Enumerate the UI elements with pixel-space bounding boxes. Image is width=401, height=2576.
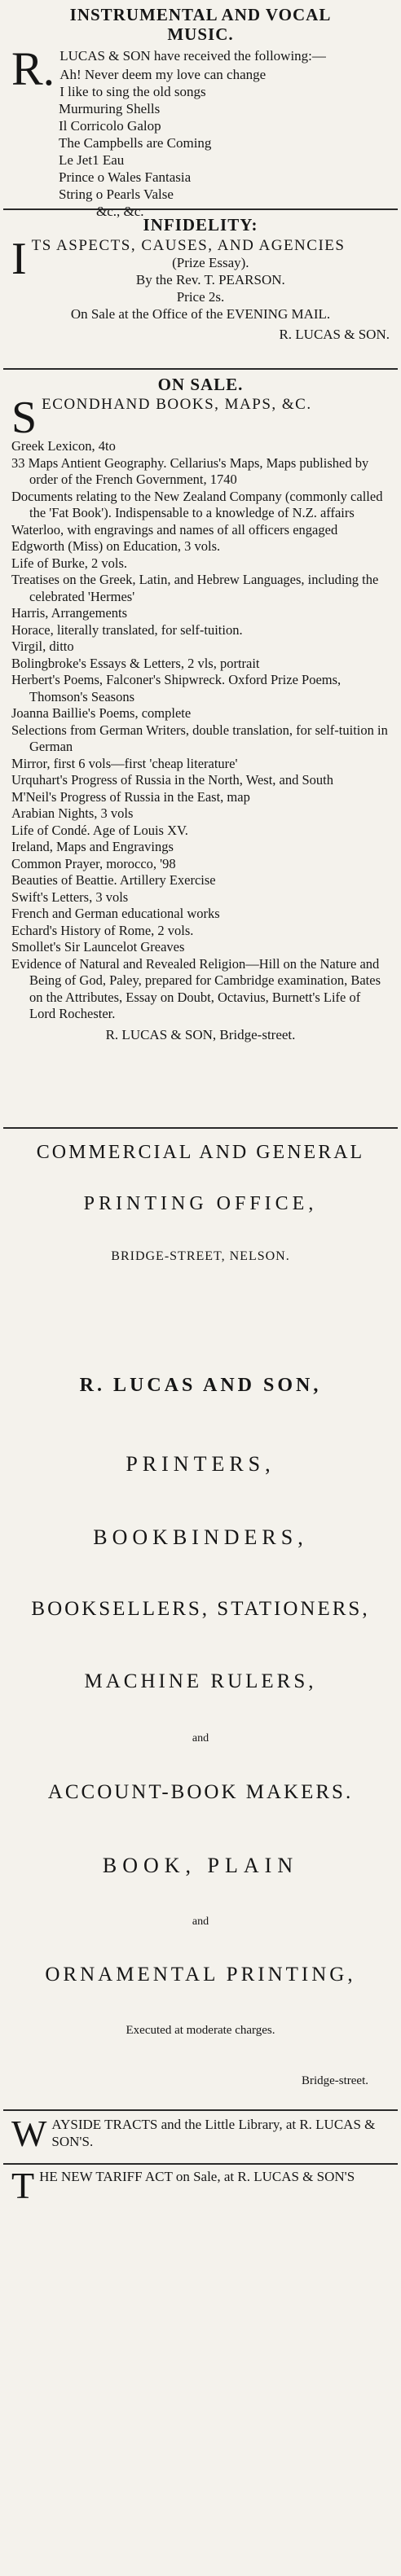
- trade-account-book-makers: ACCOUNT-BOOK MAKERS.: [47, 1781, 354, 1803]
- music-title: Le Jet1 Eau: [59, 152, 125, 168]
- book-item: 33 Maps Antient Geography. Cellarius's Maps, Maps published by order of the French Government, 1740: [11, 454, 369, 487]
- tariff-advert: [11, 2165, 390, 2206]
- book-item: Common Prayer, morocco, '98: [11, 855, 176, 871]
- divider: [3, 208, 398, 210]
- book-item: French and German educational works: [11, 906, 220, 921]
- book-item: Herbert's Poems, Falconer's Shipwreck. Oxford Prize Poems, Thomson's Seasons: [11, 672, 342, 704]
- on-sale-advert: [11, 375, 390, 1043]
- on-sale-heading: ON SALE.: [157, 375, 244, 394]
- music-title: I like to sing the old songs: [59, 84, 206, 99]
- tariff-line: HE NEW TARIFF ACT on Sale, at R. LUCAS & SON'S: [39, 2169, 355, 2184]
- book-item: Waterloo, with engravings and names of all officers engaged: [11, 521, 338, 538]
- infidelity-heading: INFIDELITY:: [143, 215, 258, 235]
- book-item: Documents relating to the New Zealand Company (commonly called the 'Fat Book'). Indispensable to a knowledge of N.Z. affairs: [11, 488, 383, 520]
- music-title: Murmuring Shells: [59, 101, 161, 116]
- tracts-dropcap: W: [11, 2113, 47, 2154]
- divider: [3, 368, 398, 370]
- book-item: Harris, Arrangements: [11, 605, 128, 621]
- printing-address: BRIDGE-STREET, NELSON.: [111, 1249, 290, 1263]
- printing-heading: COMMERCIAL AND GENERAL: [36, 1142, 365, 1163]
- book-item: Swift's Letters, 3 vols: [11, 889, 129, 905]
- on-sale-signature: R. LUCAS & SON, Bridge-street.: [105, 1026, 296, 1042]
- book-item: Evidence of Natural and Revealed Religion—Hill on the Nature and Being of God, Paley, prepared for Cambridge examination, Bates on the Attributes, Essay on Doubt, Octavius, Burnett's Life of Lord Rochester.: [11, 955, 381, 1021]
- book-item: Virgil, ditto: [11, 639, 74, 654]
- music-title: Ah! Never deem my love can change: [59, 67, 267, 82]
- infidelity-advert: [11, 215, 390, 343]
- infidelity-signature: R. LUCAS & SON.: [279, 327, 390, 342]
- book-item: Smollet's Sir Launcelot Greaves: [11, 939, 185, 954]
- infidelity-sale: On Sale at the Office of the EVENING MAIL.: [70, 306, 331, 322]
- tracts-line: AYSIDE TRACTS and the Little Library, at R. LUCAS & SON'S.: [51, 2117, 376, 2149]
- music-title: String o Pearls Valse: [59, 187, 174, 202]
- book-item: Echard's History of Rome, 2 vols.: [11, 922, 194, 938]
- book-item: Life of Condé. Age of Louis XV.: [11, 822, 188, 838]
- book-item: Ireland, Maps and Engravings: [11, 839, 174, 854]
- book-item: Selections from German Writers, double translation, for self-tuition in German: [11, 722, 388, 754]
- book-item: Urquhart's Progress of Russia in the North, West, and South: [11, 772, 334, 788]
- firm-name: R. LUCAS AND SON,: [79, 1375, 322, 1396]
- tracts-advert: [11, 2113, 390, 2154]
- music-title: The Campbells are Coming: [59, 135, 212, 151]
- book-item: Treatises on the Greek, Latin, and Hebrew Languages, including the celebrated 'Hermes': [11, 572, 379, 604]
- book-item: Beauties of Beattie. Artillery Exercise: [11, 872, 216, 888]
- on-sale-subheading-text: ECONDHAND BOOKS, MAPS, &C.: [42, 396, 312, 413]
- tariff-text: [11, 2165, 390, 2206]
- tariff-dropcap: T: [11, 2165, 35, 2206]
- music-titles: [11, 66, 390, 220]
- trade-machine-rulers: MACHINE RULERS,: [84, 1670, 317, 1692]
- tracts-text: [11, 2113, 390, 2154]
- infidelity-subtitle: (Prize Essay).: [172, 255, 249, 270]
- music-title: Prince o Wales Fantasia: [59, 169, 192, 185]
- book-item: Mirror, first 6 vols—first 'cheap literature': [11, 755, 238, 771]
- book-item: Greek Lexicon, 4to: [11, 438, 116, 454]
- music-advert: [11, 5, 390, 220]
- music-title: Il Corricolo Galop: [59, 118, 161, 134]
- book-item: Arabian Nights, 3 vols: [11, 805, 134, 821]
- on-sale-subheading: [11, 393, 390, 443]
- book-item: Horace, literally translated, for self-tuition.: [11, 621, 243, 638]
- infidelity-author: By the Rev. T. PEARSON.: [135, 272, 285, 287]
- divider: [3, 2109, 398, 2111]
- music-heading: INSTRUMENTAL AND VOCAL: [69, 5, 332, 24]
- book-item: Joanna Baillie's Poems, complete: [11, 705, 192, 721]
- trade-bookbinders: BOOKBINDERS,: [93, 1525, 308, 1549]
- ornamental-printing: ORNAMENTAL PRINTING,: [45, 1964, 356, 1986]
- printing-street: Bridge-street.: [301, 2074, 368, 2087]
- infidelity-title-text: TS ASPECTS, CAUSES, AND AGENCIES: [31, 237, 346, 254]
- trade-booksellers: BOOKSELLERS, STATIONERS,: [31, 1598, 370, 1620]
- infidelity-dropcap: I: [11, 234, 27, 284]
- book-item: Bolingbroke's Essays & Letters, 2 vls, portrait: [11, 655, 260, 671]
- music-title: &c., &c.: [96, 204, 144, 219]
- book-item: Edgworth (Miss) on Education, 3 vols.: [11, 538, 221, 554]
- book-list: [11, 438, 390, 1023]
- music-heading-2: MUSIC.: [167, 24, 234, 44]
- infidelity-price: Price 2s.: [176, 289, 225, 305]
- divider: [3, 1127, 398, 1129]
- music-dropcap: R.: [11, 42, 55, 95]
- printing-charges: Executed at moderate charges.: [126, 2024, 275, 2037]
- divider: [3, 2163, 398, 2165]
- book-plain: BOOK, PLAIN: [102, 1854, 299, 1877]
- book-item: Life of Burke, 2 vols.: [11, 555, 128, 571]
- printing-heading-2: PRINTING OFFICE,: [83, 1193, 318, 1214]
- book-item: M'Neil's Progress of Russia in the East, map: [11, 788, 250, 805]
- conjunction: and: [192, 1732, 209, 1744]
- conjunction: and: [192, 1916, 209, 1928]
- music-intro-text: LUCAS & SON have received the following:—: [59, 48, 326, 64]
- trade-printers: PRINTERS,: [126, 1452, 275, 1476]
- on-sale-dropcap: S: [11, 393, 37, 443]
